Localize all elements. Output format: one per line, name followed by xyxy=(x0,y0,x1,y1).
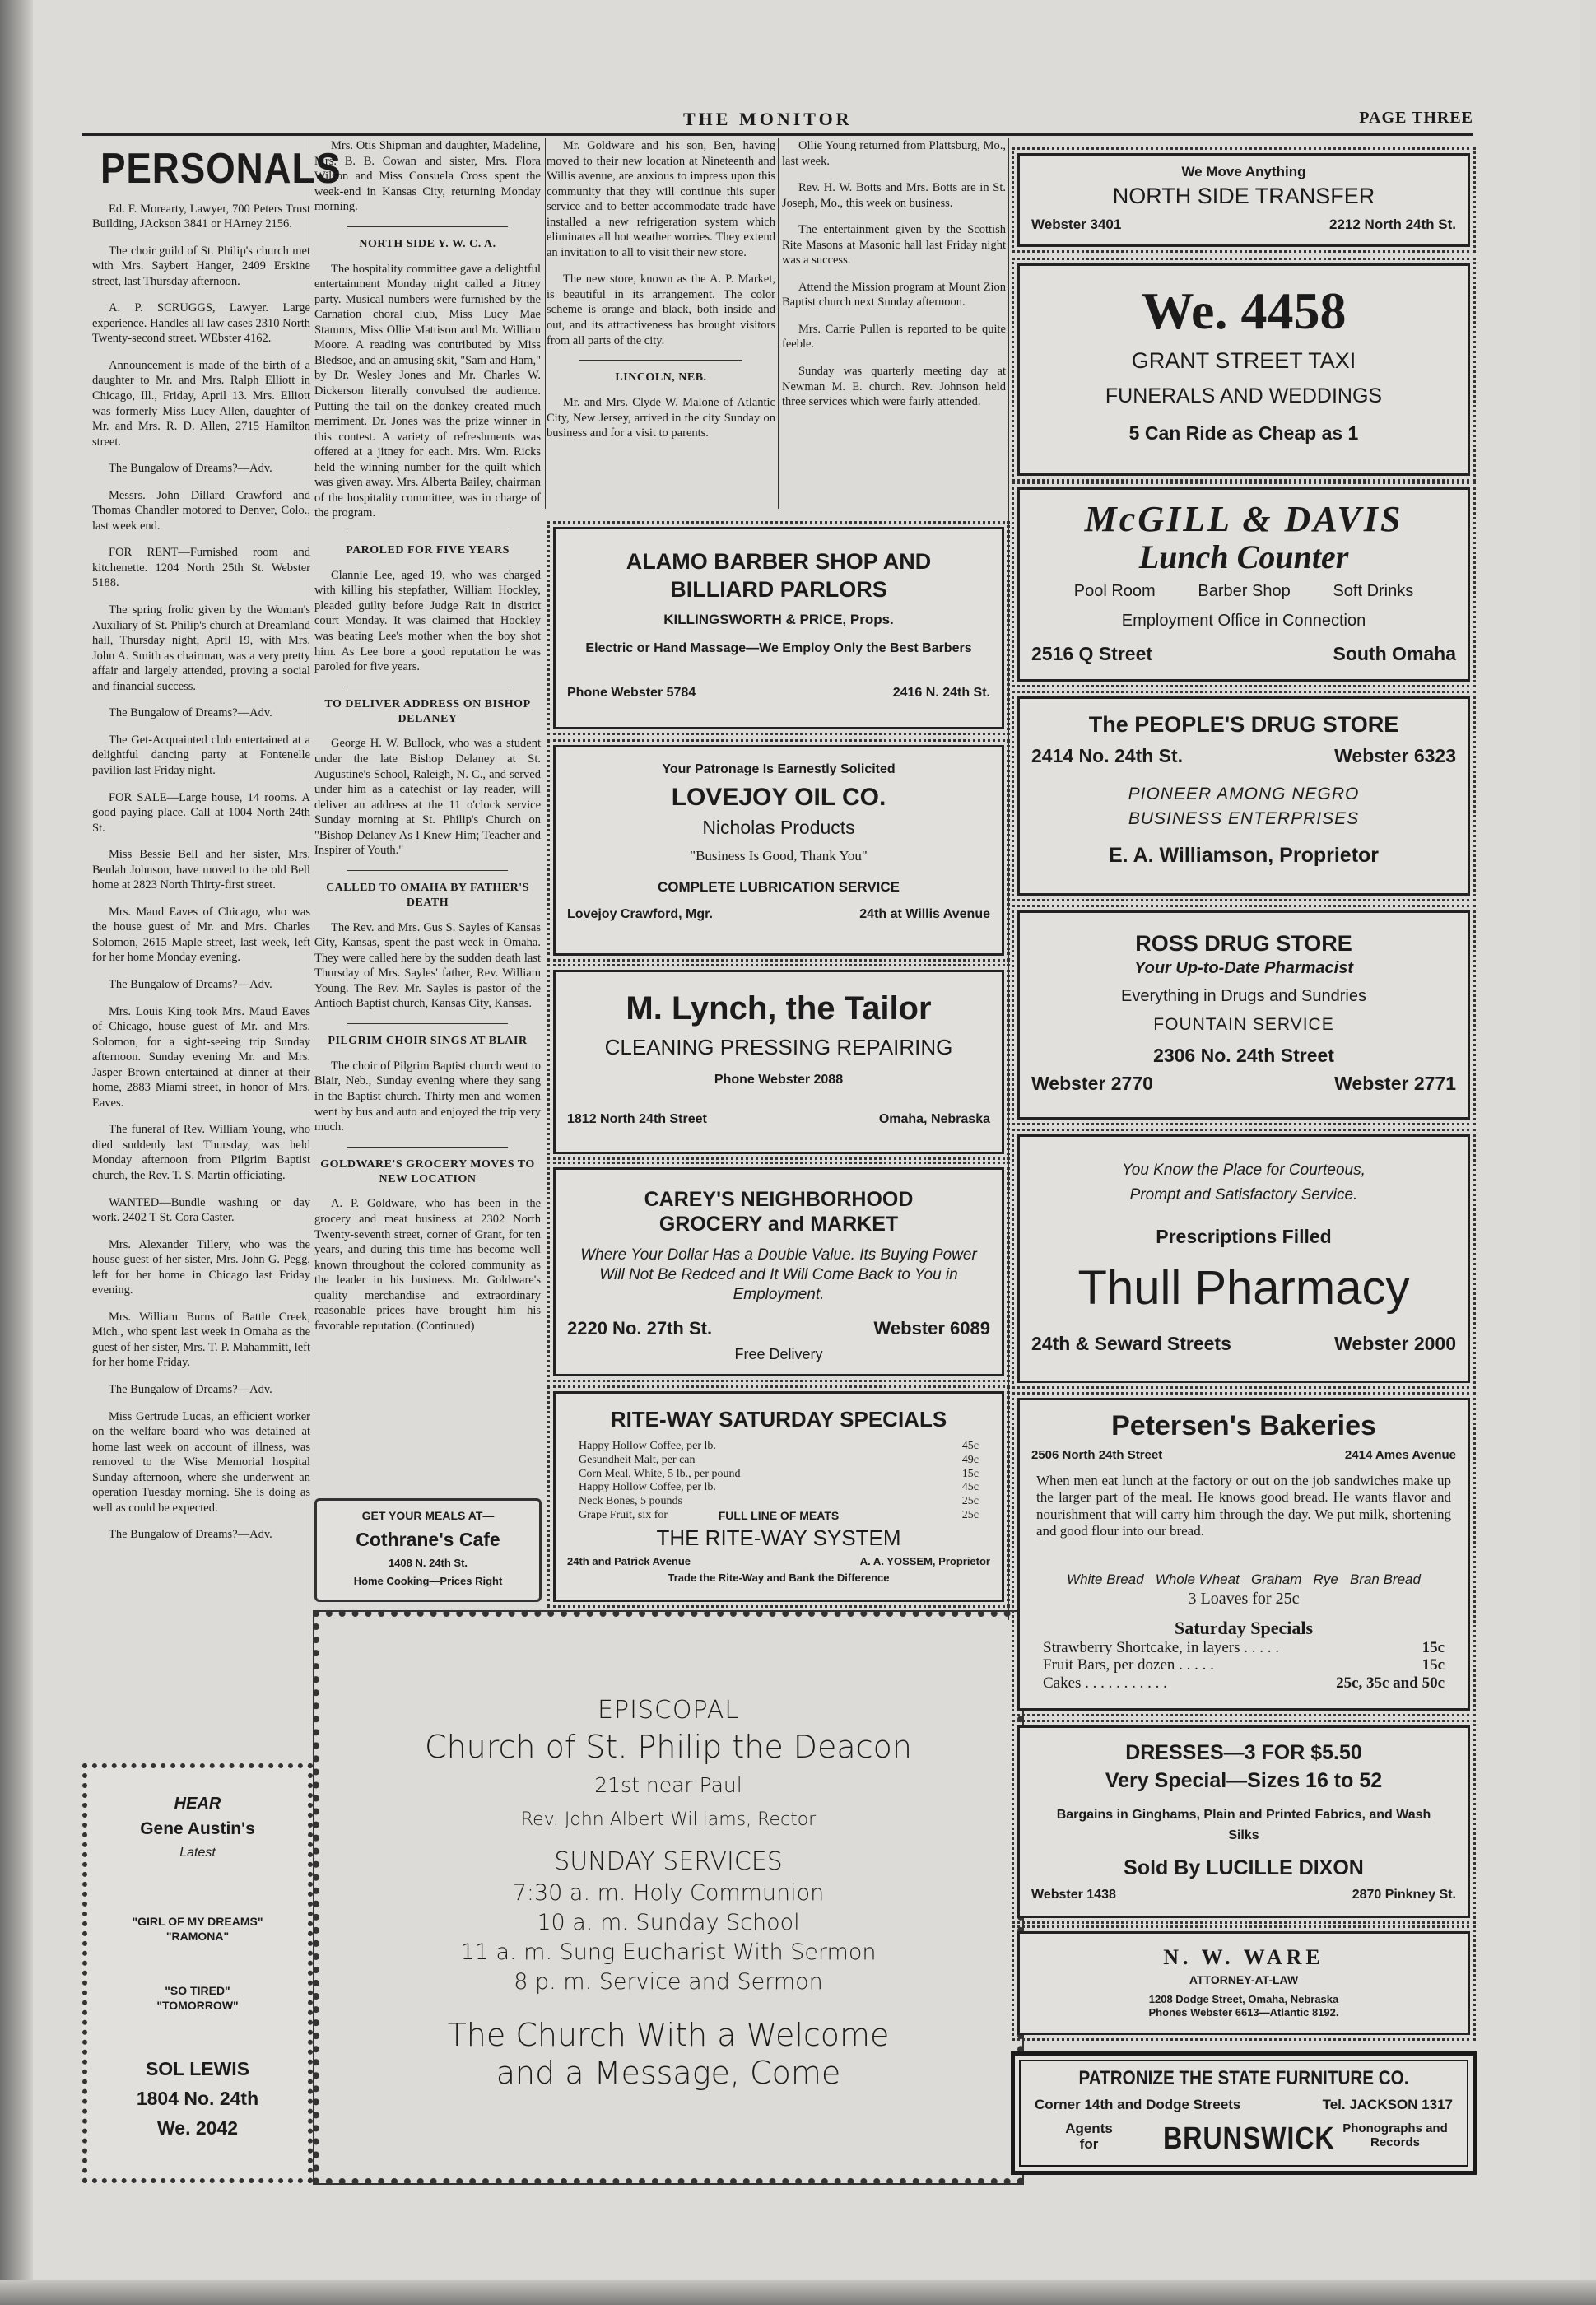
ad-phone: Webster 6323 xyxy=(1334,745,1456,766)
ad-text: The Church With a Welcome xyxy=(447,2017,890,2053)
ad-text: E. A. Williamson, Proprietor xyxy=(1108,844,1380,867)
ad-text: McGILL & DAVIS xyxy=(1084,499,1403,539)
personal-item: Mrs. William Burns of Battle Creek, Mich., who spent last week in Omaha as the guest of her sister, Mrs. T. P. Mahammitt, left for her home Friday. xyxy=(92,1310,310,1370)
ad-text: COMPLETE LUBRICATION SERVICE xyxy=(657,879,900,895)
ad-address: 2414 Ames Avenue xyxy=(1344,1448,1456,1462)
masthead xyxy=(82,105,1473,136)
thull-pharmacy-ad xyxy=(1017,1134,1470,1383)
ad-text: Sold By LUCILLE DIXON xyxy=(1124,1856,1364,1879)
lovejoy-oil-ad xyxy=(553,745,1004,956)
page-binding-edge xyxy=(0,0,33,2305)
ad-text: CAREY'S NEIGHBORHOOD xyxy=(644,1188,914,1211)
personal-item: WANTED—Bundle washing or day work. 2402 T St. Cora Caster. xyxy=(92,1195,310,1225)
state-furniture-ad xyxy=(1011,2051,1477,2175)
ad-text: We. 2042 xyxy=(156,2117,239,2139)
news-item: The new store, known as the A. P. Market, is beautiful in its arrangement. The color scheme is orange and black, both inside and out, and its attractiveness has brought visitors from all parts of the city. xyxy=(547,272,775,347)
ad-address: 2506 North 24th Street xyxy=(1031,1448,1163,1462)
ad-text: FULL LINE OF MEATS xyxy=(718,1509,840,1522)
ad-address: 2516 Q Street xyxy=(1031,643,1153,664)
ad-text: Gene Austin's xyxy=(140,1819,255,1838)
ad-phone: Webster 3401 xyxy=(1031,217,1122,232)
news-column-3 xyxy=(547,138,775,453)
ad-text: Very Special—Sizes 16 to 52 xyxy=(1105,1769,1383,1792)
masthead-title: THE MONITOR xyxy=(683,109,853,129)
ad-phone: Webster 2000 xyxy=(1334,1333,1456,1354)
service-time: 10 a. m. Sunday School xyxy=(537,1910,800,1935)
news-item: Mrs. Otis Shipman and daughter, Madeline, Mrs. B. B. Cowan and sister, Mrs. Flora Wilson and Miss Consuela Cross spent the week-end in Kansas City, returning Monday morning. xyxy=(314,139,541,214)
personal-item: Mrs. Maud Eaves of Chicago, who was the house guest of Mr. and Mrs. Charles Solomon, 2615 Maple street, last week, left for her home Monday evening. xyxy=(92,905,310,965)
news-heading: PAROLED FOR FIVE YEARS xyxy=(346,543,510,556)
news-heading: LINCOLN, NEB. xyxy=(615,371,707,384)
ad-address: 24th and Patrick Avenue xyxy=(567,1555,691,1567)
ross-drug-store-ad xyxy=(1017,910,1470,1120)
petersen-bakeries-ad xyxy=(1017,1398,1470,1711)
ad-text: GROCERY and MARKET xyxy=(658,1213,899,1236)
ad-phone: Phones Webster 6613—Atlantic 8192. xyxy=(1148,2006,1339,2019)
news-heading: CALLED TO OMAHA BY FATHER'S DEATH xyxy=(326,881,529,909)
ad-address: 2212 North 24th St. xyxy=(1329,217,1456,232)
dresses-ad xyxy=(1017,1725,1470,1918)
personal-item: The spring frolic given by the Woman's Auxiliary of St. Philip's church at Dreamland hall, Thursday night, April 19, with Mrs. John A. Smith as chairman, was a very pretty affair and largely attended, proving a social and financial success. xyxy=(92,603,310,693)
ad-text: Everything in Drugs and Sundries xyxy=(1121,987,1366,1005)
news-item: Clannie Lee, aged 19, who was charged with killing his stepfather, William Hockley, pleaded guilty before Judge Rait in district court Monday. It was claimed that Hockley was beating Lee's mother when the boy shot him. As Lee bore a good reputation he was paroled for five years. xyxy=(314,568,541,674)
ad-text: EPISCOPAL xyxy=(598,1696,739,1725)
song-title: "TOMORROW" xyxy=(156,1999,239,2012)
personal-item: The funeral of Rev. William Young, who died suddenly last Thursday, was held Monday afternoon from Pilgrim Baptist church, the Rev. T. S. Martin officiating. xyxy=(92,1123,310,1182)
st-philip-church-ad xyxy=(314,1612,1022,2183)
ad-text: Home Cooking—Prices Right xyxy=(353,1575,503,1587)
ad-address: 1812 North 24th Street xyxy=(567,1112,707,1126)
news-item: Rev. H. W. Botts and Mrs. Botts are in St. Joseph, Mo., this week on business. xyxy=(782,181,1006,210)
ad-text: THE RITE-WAY SYSTEM xyxy=(656,1525,901,1550)
ad-text: KILLINGSWORTH & PRICE, Props. xyxy=(663,612,894,627)
news-item: Mr. and Mrs. Clyde W. Malone of Atlantic City, New Jersey, arrived in the city Sunday on business and for a visit to parents. xyxy=(547,396,775,440)
special-item: Corn Meal, White, 5 lb., per pound 15c xyxy=(579,1467,979,1480)
ad-text: Electric or Hand Massage—We Employ Only the Best Barbers xyxy=(585,641,972,655)
personal-item: Messrs. John Dillard Crawford and Thomas Chandler motored to Denver, Colo., last week end. xyxy=(92,488,310,533)
column-rule xyxy=(778,138,779,509)
ad-text: ROSS DRUG STORE xyxy=(1135,931,1352,956)
personal-item: FOR SALE—Large house, 14 rooms. A good paying place. Call at 1004 North 24th St. xyxy=(92,790,310,835)
ad-text: BILLIARD PARLORS xyxy=(670,577,887,602)
ad-text: Your Patronage Is Earnestly Solicited xyxy=(662,762,896,776)
ad-text: ALAMO BARBER SHOP AND xyxy=(626,549,932,574)
ad-text: Thull Pharmacy xyxy=(1077,1261,1410,1315)
ad-text: LOVEJOY OIL CO. xyxy=(671,784,886,811)
service-time: 8 p. m. Service and Sermon xyxy=(514,1969,823,1995)
ad-text: SUNDAY SERVICES xyxy=(554,1847,783,1876)
ad-text: Omaha, Nebraska xyxy=(878,1112,990,1126)
service-time: 11 a. m. Sung Eucharist With Sermon xyxy=(460,1939,877,1965)
service-time: 7:30 a. m. Holy Communion xyxy=(512,1880,825,1906)
personal-item: FOR RENT—Furnished room and kitchenette. 1204 North 25th St. Webster 5188. xyxy=(92,546,310,590)
personals-heading: PERSONALS xyxy=(100,145,342,193)
brand-name: BRUNSWICK xyxy=(1163,2121,1335,2156)
ad-text: 5 Can Ride as Cheap as 1 xyxy=(1128,422,1359,444)
north-side-transfer-ad xyxy=(1017,153,1470,247)
carey-grocery-ad xyxy=(553,1167,1004,1376)
special-item: Fruit Bars, per dozen . . . . . 15c xyxy=(1043,1656,1445,1674)
ad-address: 2870 Pinkney St. xyxy=(1352,1888,1456,1902)
ad-address: Corner 14th and Dodge Streets xyxy=(1035,2097,1241,2112)
ad-text: RITE-WAY SATURDAY SPECIALS xyxy=(610,1407,947,1432)
nw-ware-attorney-ad xyxy=(1017,1931,1470,2035)
news-item: Sunday was quarterly meeting day at Newman M. E. church. Rev. Johnson held three services which were fairly attended. xyxy=(782,365,1006,409)
special-item: Gesundheit Malt, per can 49c xyxy=(579,1453,979,1466)
personal-item: The Bungalow of Dreams?—Adv. xyxy=(109,1383,272,1396)
ad-text: PIONEER AMONG NEGRO xyxy=(1128,785,1360,803)
ad-text: South Omaha xyxy=(1333,643,1456,664)
news-heading: PILGRIM CHOIR SINGS AT BLAIR xyxy=(328,1034,528,1047)
ad-text: and a Message, Come xyxy=(496,2055,841,2091)
divider xyxy=(347,1147,508,1148)
ad-text: Rev. John Albert Williams, Rector xyxy=(520,1809,817,1830)
ad-text: Latest xyxy=(179,1846,216,1860)
ad-text: 1804 No. 24th xyxy=(136,2088,259,2109)
ad-phone: Webster 2771 xyxy=(1334,1073,1456,1094)
ad-phone: Webster 6089 xyxy=(873,1318,990,1339)
news-column-2 xyxy=(314,138,541,1345)
news-item: A. P. Goldware, who has been in the grocery and meat business at 2302 North Twenty-seventh street, corner of Grant, for ten years, and during this time has become well known throughout the colored community as the leader in his business. Mr. Goldware's quality merchandise and extraordinary reasonable prices have brought him his favorable reputation. (Continued) xyxy=(314,1197,541,1333)
ad-text: 21st near Paul xyxy=(594,1773,742,1797)
ad-text: Soft Drinks xyxy=(1333,582,1414,600)
personals-column xyxy=(92,138,342,1554)
alamo-barber-ad xyxy=(553,527,1004,729)
page-bottom-edge xyxy=(0,2280,1596,2305)
ad-text: ATTORNEY-AT-LAW xyxy=(1189,1973,1299,1986)
news-item: The Rev. and Mrs. Gus S. Sayles of Kansas City, Kansas, spent the past week in Omaha. They were called here by the sudden death last Thursday of Mrs. Sayles' father, Rev. William Young. The Rev. Mr. Sayles is pastor of the Antioch Baptist church, Kansas City, Kansas. xyxy=(314,920,541,1011)
news-item: Mr. Goldware and his son, Ben, having moved to their new location at Nineteenth and Willis avenue, are anxious to impress upon this community that they will continue this super service and to better accommodate trade have installed a new refrigeration system which eliminates all hot weather worries. They extend an invitation to all to visit their new store. xyxy=(547,139,775,259)
divider xyxy=(347,870,508,871)
ad-text: Saturday Specials xyxy=(1174,1618,1314,1638)
ad-address: 24th at Willis Avenue xyxy=(859,907,990,921)
ad-text: We. 4458 xyxy=(1141,282,1347,340)
divider xyxy=(347,1023,508,1024)
special-item: Happy Hollow Coffee, per lb. 45c xyxy=(579,1440,979,1452)
personal-item: A. P. SCRUGGS, Lawyer. Large experience. Handles all law cases 2310 North Twenty-second street. WEbster 4162. xyxy=(92,301,310,346)
ad-text: FUNERALS AND WEDDINGS xyxy=(1105,384,1383,407)
news-item: The entertainment given by the Scottish Rite Masons at Masonic hall last Friday night was a success. xyxy=(782,223,1006,268)
ad-address: 2306 No. 24th Street xyxy=(1153,1045,1334,1066)
lynch-tailor-ad xyxy=(553,970,1004,1154)
news-heading: GOLDWARE'S GROCERY MOVES TO NEW LOCATION xyxy=(320,1157,535,1185)
ad-address: 2414 No. 24th St. xyxy=(1031,745,1184,766)
ad-text: SOL LEWIS xyxy=(145,2058,250,2079)
news-item: The hospitality committee gave a delightful entertainment Monday night called a Jitney party. Musical numbers were furnished by the Carnation choral club, Miss Lucy Mae Stamms, Miss Ollie Mattison and Mr. William Moore. A reading was contributed by Miss Bledsoe, and an amusing skit, "Sam and Ham," by Dr. Wesley Jones and Mr. Charles W. Dickerson literally convulsed the audience. Putting the tail on the donkey created much merriment. Dr. Jones was the prize winner in this contest. A variety of refreshments was offered at a jitney for each. Mrs. Wm. Ricks held the winning number for the quilt which was given away. Mrs. Alberta Bailey, chairman of the hospitality committee, was in charge of the program. xyxy=(314,262,541,520)
song-title: "SO TIRED" xyxy=(165,1984,230,1997)
gene-austin-ad xyxy=(82,1763,313,2183)
ad-text: GET YOUR MEALS AT— xyxy=(361,1509,495,1522)
ad-text: Lunch Counter xyxy=(1138,538,1349,575)
ad-text: NORTH SIDE TRANSFER xyxy=(1112,184,1375,208)
special-item: Happy Hollow Coffee, per lb. 45c xyxy=(579,1481,979,1494)
personal-item: The Bungalow of Dreams?—Adv. xyxy=(109,1528,272,1542)
ad-text: 3 Loaves for 25c xyxy=(1188,1590,1300,1608)
personal-item: The Bungalow of Dreams?—Adv. xyxy=(109,706,272,720)
ad-text: Nicholas Products xyxy=(702,817,855,838)
ad-text: M. Lynch, the Tailor xyxy=(626,990,932,1027)
ad-text: Phonographs and Records xyxy=(1342,2121,1448,2150)
personal-item: Mrs. Louis King took Mrs. Maud Eaves of Chicago, house guest of Mr. and Mrs. Solomon, for a sight-seeing trip Sunday afternoon. Sunday evening Mr. and Mrs. Jasper Brown entertained at dinner at their home, 2883 Miami street, in honor of Mrs. Eaves. xyxy=(92,1004,310,1110)
ad-text: BUSINESS ENTERPRISES xyxy=(1128,809,1360,828)
bakery-specials-list xyxy=(1043,1639,1445,1692)
ad-address: 1208 Dodge Street, Omaha, Nebraska xyxy=(1148,1993,1339,2005)
grant-street-taxi-ad xyxy=(1017,263,1470,476)
personal-item: Announcement is made of the birth of a daughter to Mr. and Mrs. Ralph Elliott in Chicago, Ill., Friday, April 13. Mrs. Elliott was formerly Miss Lucy Allen, daughter of Mr. and Mrs. R. D. Allen, 2715 Hamilton street. xyxy=(92,358,310,449)
ad-text: HEAR xyxy=(174,1795,221,1813)
ad-text: 1408 N. 24th St. xyxy=(388,1557,468,1569)
mcgill-davis-ad xyxy=(1017,487,1470,682)
column-rule xyxy=(1008,138,1009,1620)
ad-text: "Business Is Good, Thank You" xyxy=(690,848,868,864)
ad-text: Trade the Rite-Way and Bank the Difference xyxy=(668,1572,890,1584)
news-item: Attend the Mission program at Mount Zion Baptist church next Sunday afternoon. xyxy=(782,280,1006,310)
ad-text: Agents for xyxy=(1065,2121,1113,2152)
ad-text: PATRONIZE THE STATE FURNITURE CO. xyxy=(1078,2067,1409,2089)
ad-text: GRANT STREET TAXI xyxy=(1131,348,1356,373)
ad-text: Church of St. Philip the Deacon xyxy=(425,1729,912,1765)
special-item: Strawberry Shortcake, in layers . . . . . 15c xyxy=(1043,1639,1445,1656)
personal-item: Miss Bessie Bell and her sister, Mrs. Beulah Johnson, have moved to the old Bell home at 2823 North Thirty-first street. xyxy=(92,848,310,892)
ad-address: 24th & Seward Streets xyxy=(1031,1333,1231,1354)
ad-text: Prescriptions Filled xyxy=(1156,1226,1332,1247)
divider xyxy=(579,360,742,361)
special-item: Neck Bones, 5 pounds 25c xyxy=(579,1495,979,1508)
news-column-4 xyxy=(782,138,1006,421)
personal-item: The Bungalow of Dreams?—Adv. xyxy=(109,977,272,991)
ad-text: White Bread Whole Wheat Graham Rye Bran Bread xyxy=(1067,1572,1421,1587)
ad-text: We Move Anything xyxy=(1181,164,1306,179)
ad-text: When men eat lunch at the factory or out on the job sandwiches make up the larger part of the meal. He knows good bread. He wants flavor and nourishment that will carry him through the day. We put milk, shortening and good flour into our bread. xyxy=(1036,1473,1451,1539)
personal-item: The choir guild of St. Philip's church met with Mrs. Saybert Hanger, 2409 Erskine street, last Thursday afternoon. xyxy=(92,244,310,288)
news-item: The choir of Pilgrim Baptist church went to Blair, Neb., Sunday evening where they sang in the Baptist church. Thirty men and women went by bus and auto and enjoyed the trip very much. xyxy=(314,1059,541,1134)
news-item: George H. W. Bullock, who was a student under the late Bishop Delaney at St. Augustine's School, Raleigh, N. C., and served under him as a catechist or lay reader, will deliver an address at the 11 o'clock service Sunday morning at St. Philip's Church on "Bishop Delaney As I Knew Him; Teacher and Inspirer of Youth." xyxy=(314,737,541,858)
ad-text: Barber Shop xyxy=(1198,582,1291,600)
news-heading: NORTH SIDE Y. W. C. A. xyxy=(359,237,496,250)
ad-text: Pool Room xyxy=(1073,582,1156,600)
news-heading: TO DELIVER ADDRESS ON BISHOP DELANEY xyxy=(324,697,531,725)
news-item: Ollie Young returned from Plattsburg, Mo., last week. xyxy=(782,139,1006,168)
personal-item: Miss Gertrude Lucas, an efficient worker on the welfare board who was detained at home last week on account of illness, was removed to the Wise Memorial hospital Sunday afternoon, where she underwent an operation Tuesday morning. She is doing as well as could be expected. xyxy=(92,1409,310,1515)
song-title: "GIRL OF MY DREAMS" xyxy=(132,1915,263,1928)
ad-text: You Know the Place for Courteous, xyxy=(1122,1162,1366,1179)
ad-text: Petersen's Bakeries xyxy=(1111,1410,1376,1441)
special-item: Cakes . . . . . . . . . . . 25c, 35c and 50c xyxy=(1043,1674,1445,1692)
special-item: Grape Fruit, six for 25c xyxy=(579,1508,979,1521)
personal-item: The Bungalow of Dreams?—Adv. xyxy=(109,462,272,476)
song-title: "RAMONA" xyxy=(165,1930,230,1943)
personal-item: The Get-Acquainted club entertained at a delightful dancing party at Fontenelle pavilion last Friday night. xyxy=(92,733,310,777)
ad-text: CLEANING PRESSING REPAIRING xyxy=(604,1035,953,1059)
ad-text: Where Your Dollar Has a Double Value. Its Buying Power Will Not Be Redced and It Will Come Back to You in Employment. xyxy=(580,1246,977,1303)
ad-phone: Webster 1438 xyxy=(1031,1888,1116,1902)
news-item: Mrs. Carrie Pullen is reported to be quite feeble. xyxy=(782,322,1006,352)
personal-item: Mrs. Alexander Tillery, who was the house guest of her sister, Mrs. John G. Pegg, left for her home in Chicago last Friday evening. xyxy=(92,1237,310,1297)
ad-phone: Phone Webster 5784 xyxy=(567,686,696,700)
cothrane-cafe-ad xyxy=(314,1498,542,1602)
ad-text: FOUNTAIN SERVICE xyxy=(1153,1015,1334,1034)
column-rule xyxy=(545,138,546,509)
ad-text: Cothrane's Cafe xyxy=(356,1529,500,1550)
page-number: PAGE THREE xyxy=(1359,109,1473,127)
ad-text: Your Up-to-Date Pharmacist xyxy=(1134,959,1353,977)
ad-text: Free Delivery xyxy=(734,1346,823,1362)
ad-phone: Phone Webster 2088 xyxy=(714,1073,844,1087)
ad-text: Lovejoy Crawford, Mgr. xyxy=(567,907,713,921)
ad-text: The PEOPLE'S DRUG STORE xyxy=(1088,712,1399,737)
ad-text: N. W. WARE xyxy=(1163,1945,1324,1969)
ad-text: DRESSES—3 FOR $5.50 xyxy=(1125,1741,1362,1764)
peoples-drug-store-ad xyxy=(1017,696,1470,896)
divider xyxy=(347,226,508,227)
personal-item: Ed. F. Morearty, Lawyer, 700 Peters Trust Building, JAckson 3841 or HArney 2156. xyxy=(92,202,310,231)
ad-address: 2416 N. 24th St. xyxy=(892,686,990,700)
ad-address: 2220 No. 27th St. xyxy=(567,1318,713,1339)
ad-phone: Tel. JACKSON 1317 xyxy=(1322,2097,1453,2112)
riteway-specials-ad xyxy=(553,1391,1004,1602)
ad-text: Prompt and Satisfactory Service. xyxy=(1129,1186,1358,1204)
ad-text: Bargains in Ginghams, Plain and Printed Fabrics, and Wash Silks xyxy=(1056,1808,1431,1842)
ad-phone: Webster 2770 xyxy=(1031,1073,1153,1094)
ad-text: Employment Office in Connection xyxy=(1121,612,1366,630)
ad-text: A. A. YOSSEM, Proprietor xyxy=(859,1555,990,1567)
